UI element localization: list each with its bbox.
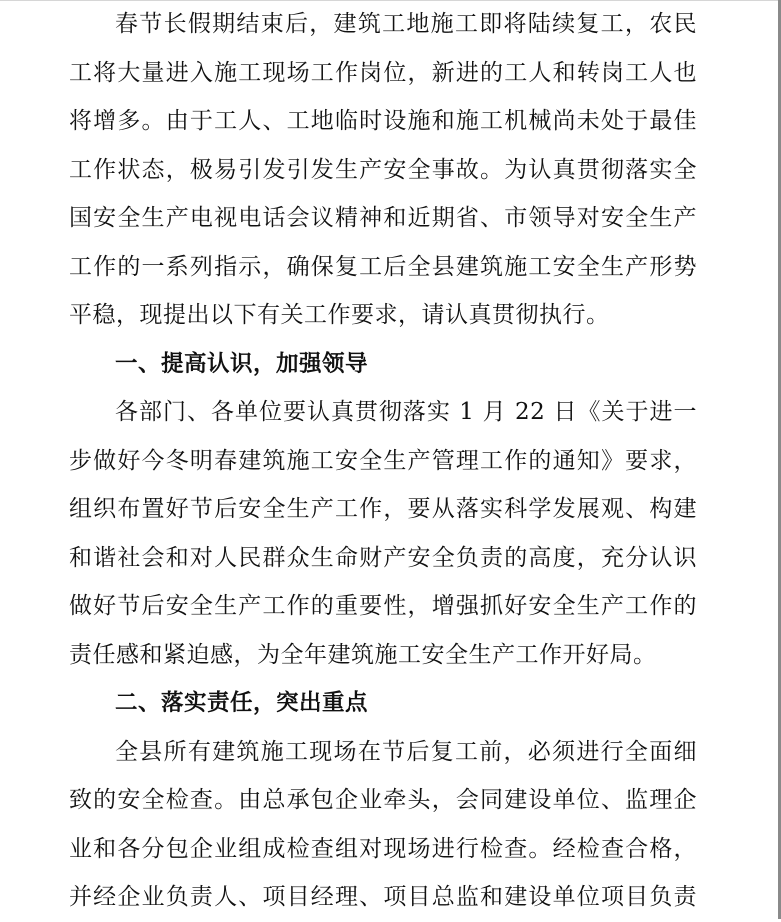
text-line: 组织布置好节后安全生产工作，要从落实科学发展观、构建 [69, 496, 697, 522]
text-line: 做好节后安全生产工作的重要性，增强抓好安全生产工作的 [69, 593, 697, 619]
text-line: 春节长假期结束后，建筑工地施工即将陆续复工，农民 [115, 11, 697, 37]
text-line: 并经企业负责人、项目经理、项目总监和建设单位项目负责 [69, 884, 697, 910]
text-line: 致的安全检查。由总承包企业牵头，会同建设单位、监理企 [69, 787, 697, 813]
paragraph-intro [69, 0, 697, 340]
document-page [69, 0, 697, 922]
text-line: 工作的一系列指示，确保复工后全县建筑施工安全生产形势 [69, 253, 697, 280]
text-line: 平稳，现提出以下有关工作要求，请认真贯彻执行。 [69, 302, 610, 328]
text-line: 责任感和紧迫感，为全年建筑施工安全生产工作开好局。 [69, 641, 657, 668]
text-line: 步做好今冬明春建筑施工安全生产管理工作的通知》要求， [69, 447, 697, 474]
paragraph-section-2 [69, 728, 697, 922]
text-line: 工将大量进入施工现场工作岗位，新进的工人和转岗工人也 [69, 59, 697, 86]
paragraph-section-1 [69, 388, 697, 679]
text-line: 和谐社会和对人民群众生命财产安全负责的高度，充分认识 [69, 544, 697, 571]
text-line: 工作状态，极易引发引发生产安全事故。为认真贯彻落实全 [69, 156, 697, 183]
text-line: 业和各分包企业组成检查组对现场进行检查。经检查合格， [69, 835, 697, 862]
section-heading-2: 二、落实责任，突出重点 [115, 690, 369, 716]
text-line: 将增多。由于工人、工地临时设施和施工机械尚未处于最佳 [69, 108, 697, 134]
section-heading-1: 一、提高认识，加强领导 [115, 350, 369, 377]
text-line: 国安全生产电视电话会议精神和近期省、市领导对安全生产 [69, 205, 697, 231]
text-line: 各部门、各单位要认真贯彻落实 1 月 22 日《关于进一 [115, 399, 697, 425]
text-line: 全县所有建筑施工现场在节后复工前，必须进行全面细 [115, 738, 697, 765]
